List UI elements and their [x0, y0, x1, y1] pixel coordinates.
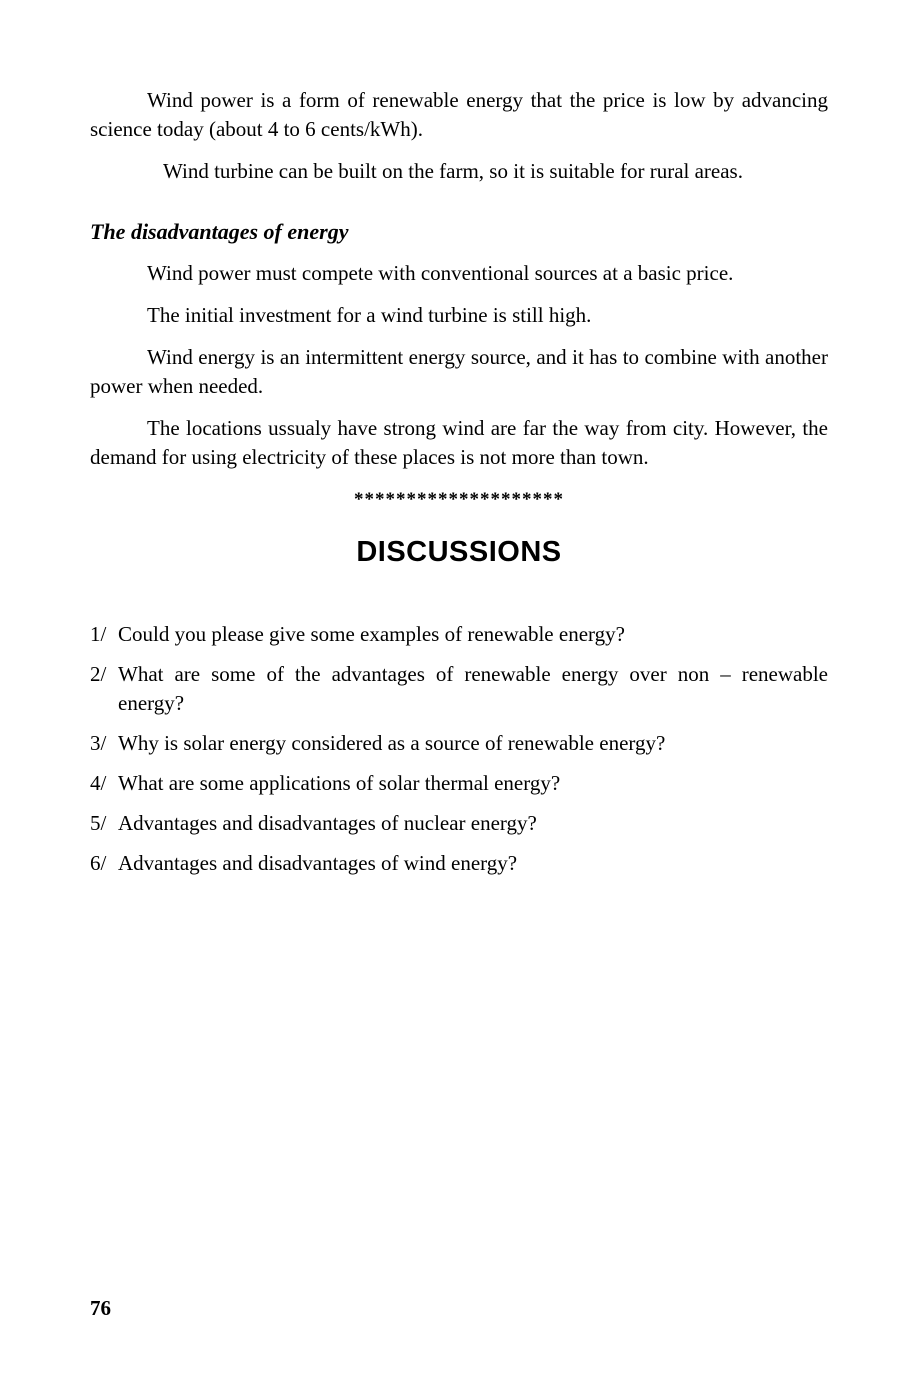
question-number: 1/: [90, 622, 107, 646]
page-number: 76: [90, 1296, 111, 1320]
paragraph-wind-turbine-farm: Wind turbine can be built on the farm, so it is suitable for rural areas.: [163, 159, 743, 183]
discussions-title: DISCUSSIONS: [356, 536, 562, 568]
discussion-questions-list: [90, 620, 828, 878]
question-item-6: [90, 849, 828, 878]
question-number: 6/: [90, 851, 107, 875]
question-text: Why is solar energy considered as a source of renewable energy?: [118, 731, 666, 755]
question-text: Advantages and disadvantages of wind energy?: [118, 851, 518, 875]
section-heading-disadvantages: The disadvantages of energy: [90, 219, 349, 244]
question-item-1: [90, 620, 828, 649]
paragraph-locations-wind: The locations ussualy have strong wind are far the way from city. However, the demand for using electricity of these places is not more than town.: [90, 416, 828, 469]
question-item-3: [90, 729, 828, 758]
question-item-2: [90, 660, 828, 718]
question-text: What are some of the advantages of renewable energy over non – renewable energy?: [118, 662, 828, 715]
paragraph-compete-sources: Wind power must compete with conventional sources at a basic price.: [147, 261, 734, 285]
question-text: What are some applications of solar thermal energy?: [118, 771, 561, 795]
question-number: 2/: [90, 662, 107, 686]
question-number: 5/: [90, 811, 107, 835]
question-item-5: [90, 809, 828, 838]
paragraph-wind-power-price: Wind power is a form of renewable energy that the price is low by advancing science today (about 4 to 6 cents/kWh).: [90, 88, 828, 141]
paragraph-intermittent-source: Wind energy is an intermittent energy source, and it has to combine with another power when needed.: [90, 345, 828, 398]
question-number: 3/: [90, 731, 107, 755]
asterisk-separator: ********************: [354, 489, 564, 510]
question-text: Could you please give some examples of renewable energy?: [118, 622, 625, 646]
question-text: Advantages and disadvantages of nuclear energy?: [118, 811, 537, 835]
paragraph-initial-investment: The initial investment for a wind turbine is still high.: [147, 303, 592, 327]
question-item-4: [90, 769, 828, 798]
question-number: 4/: [90, 771, 107, 795]
